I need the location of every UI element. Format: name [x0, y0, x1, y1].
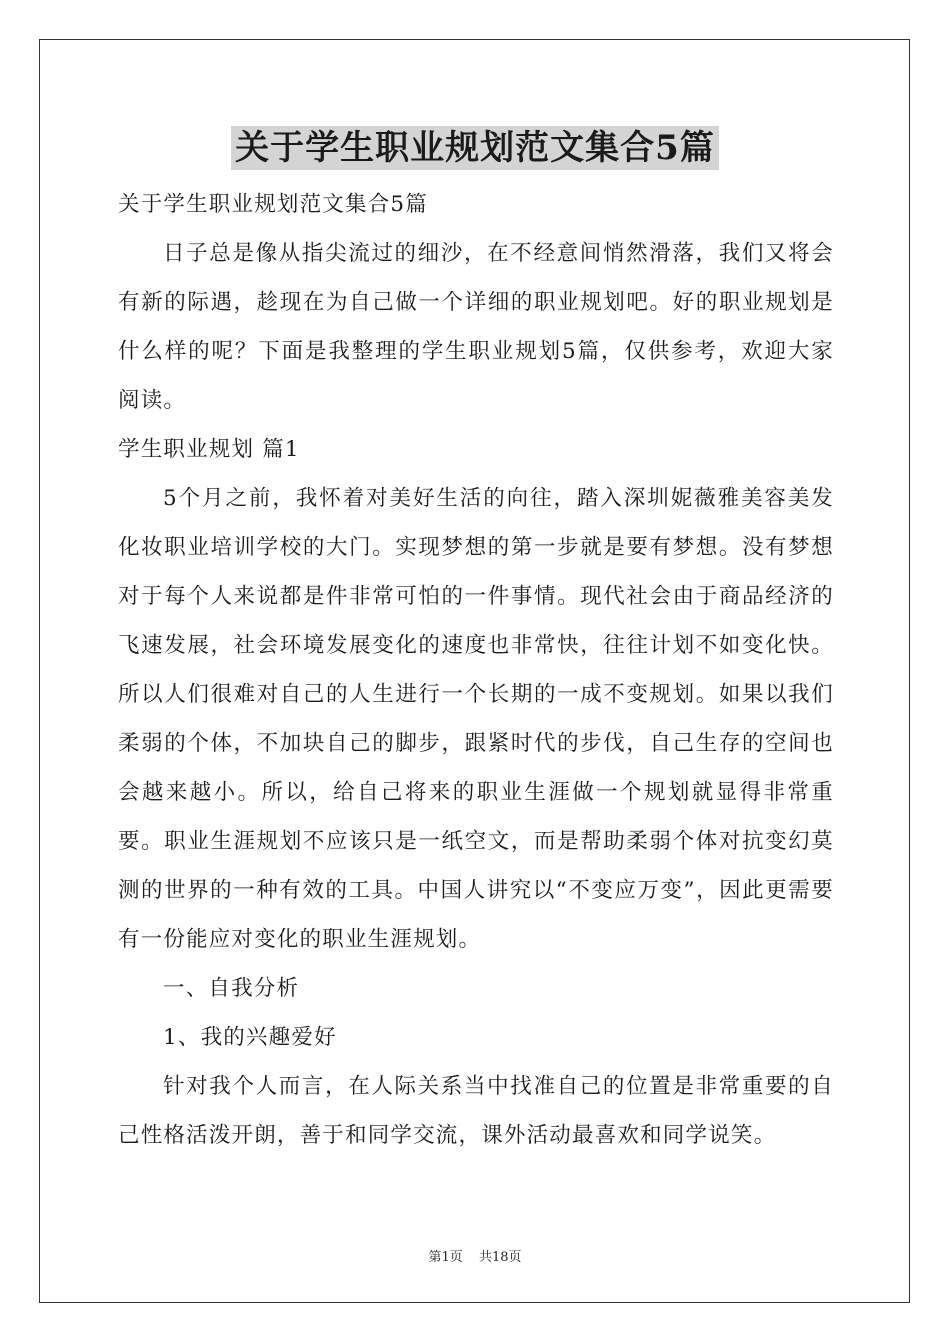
page-footer [0, 1246, 950, 1265]
intro-paragraph: 日子总是像从指尖流过的细沙，在不经意间悄然滑落，我们又将会有新的际遇，趁现在为自己做一个详细的职业规划吧。好的职业规划是什么样的呢？下面是我整理的学生职业规划5篇，仅供参考，欢迎大家阅读。 [118, 241, 834, 413]
subsection-item: 1、我的兴趣爱好 [163, 1025, 337, 1050]
body-paragraph: 5个月之前，我怀着对美好生活的向往，踏入深圳妮薇雅美容美发化妆职业培训学校的大门。实现梦想的第一步就是要有梦想。没有梦想对于每个人来说都是件非常可怕的一件事情。现代社会由于商品经济的飞速发展，社会环境发展变化的速度也非常快，往往计划不如变化快。所以人们很难对自己的人生进行一个长期的一成不变规划。如果以我们柔弱的个体，不加块自己的脚步，跟紧时代的步伐，自己生存的空间也会越来越小。所以，给自己将来的职业生涯做一个规划就显得非常重要。职业生涯规划不应该只是一纸空文，而是帮助柔弱个体对抗变幻莫测的世界的一种有效的工具。中国人讲究以“不变应万变”，因此更需要有一份能应对变化的职业生涯规划。 [118, 486, 834, 952]
subtitle-line: 关于学生职业规划范文集合5篇 [118, 192, 428, 217]
section-heading: 学生职业规划 篇1 [118, 437, 300, 462]
page-total: 共18页 [478, 1250, 522, 1265]
title-wrap [0, 126, 950, 170]
document-title: 关于学生职业规划范文集合5篇 [231, 126, 719, 170]
document-body [118, 180, 834, 1160]
body-paragraph: 针对我个人而言，在人际关系当中找准自己的位置是非常重要的自己性格活泼开朗，善于和同学交流，课外活动最喜欢和同学说笑。 [118, 1074, 834, 1148]
subsection-heading: 一、自我分析 [163, 976, 300, 1001]
page-number: 第1页 [428, 1250, 463, 1265]
